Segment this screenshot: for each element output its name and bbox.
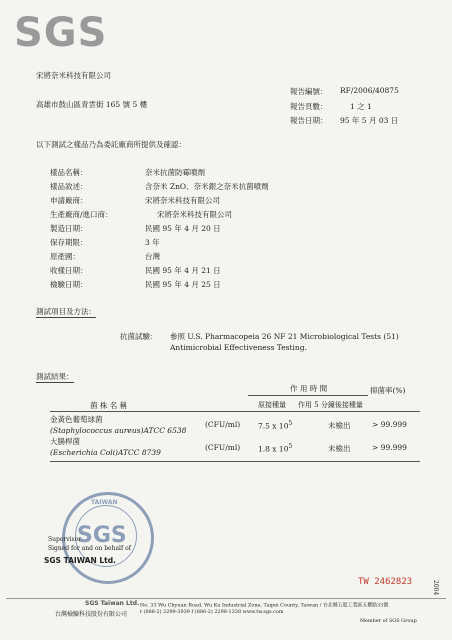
footer-divider <box>6 598 446 599</box>
results-label: 測試結果： <box>36 372 74 381</box>
header-rule <box>248 395 368 396</box>
serial-number: TW 2462823 <box>358 577 413 587</box>
sample-label-4: 製造日期： <box>50 224 88 233</box>
signature-company: SGS TAIWAN Ltd. <box>44 556 116 565</box>
strain-header: 菌 株 名 稱 <box>90 401 128 410</box>
sample-value-2: 宋將奈米科技有限公司 <box>145 196 220 205</box>
sgs-logo: SGS <box>14 10 108 56</box>
sample-value-3: 宋將奈米科技有限公司 <box>157 210 232 219</box>
sample-value-1: 含奈米 ZnO、奈米銀之奈米抗菌噴劑 <box>145 182 269 191</box>
intro-text: 以下測試之樣品乃為委託廠商所提供及確認： <box>36 140 186 149</box>
unit: (CFU/ml) <box>205 420 241 429</box>
sample-label-7: 收樣日期： <box>50 266 88 275</box>
signatory-title: Supervisor <box>48 536 82 543</box>
sample-value-0: 奈米抗菌防霉噴劑 <box>145 168 205 177</box>
col-original-header: 原接種量 <box>258 401 286 409</box>
report-no-label: 報告編號： <box>290 87 328 96</box>
pages-label: 報告頁數： <box>290 102 328 111</box>
company-address: 高雄市鼓山區青雲街 165 號 5 樓 <box>36 100 148 109</box>
unit: (CFU/ml) <box>205 443 241 452</box>
page-count: 1 之 1 <box>350 102 372 111</box>
report-no: RF/2006/40875 <box>340 86 399 95</box>
test-method-line1: 參照 U.S. Pharmacopeia 26 NF 21 Microbiological Tests (51) <box>170 332 399 341</box>
sample-label-6: 原產國： <box>50 252 80 261</box>
signed-on-behalf: Signed for and on behalf of <box>48 545 131 552</box>
table-bottom-rule <box>50 461 420 462</box>
original-count: 7.5 x $10^5$ <box>258 420 293 431</box>
reduction-rate: > 99.999 <box>372 443 407 452</box>
footer-address: No. 33 Wu Chyuan Road, Wu Ku Industrial Zone, Taipei County, Taiwan / 台北縣五股工業區五權路33號 <box>140 602 389 609</box>
date-label: 報告日期： <box>290 116 328 125</box>
report-date: 95 年 5 月 03 日 <box>340 116 399 125</box>
footer-contact: t (886-2) 2299-3939 f (886-2) 2298-1338 www.tw.sgs.com <box>140 609 284 615</box>
footer-company-zh: 台灣檢驗科技股份有限公司 <box>55 611 128 618</box>
strain-en: (Staphylococcus aureus)ATCC 6538 <box>50 426 187 435</box>
seal-ring-text: TAIWAN <box>91 499 118 506</box>
strain-en: (Escherichia Coli)ATCC 8739 <box>50 448 161 457</box>
sample-label-8: 檢驗日期： <box>50 280 88 289</box>
sample-value-6: 台灣 <box>145 252 160 261</box>
col-after-header: 作用 5 分鐘後接種量 <box>298 401 363 409</box>
sample-value-5: 3 年 <box>145 238 160 247</box>
sample-value-4: 民國 95 年 4 月 20 日 <box>145 224 221 233</box>
after-count: 未檢出 <box>328 421 351 430</box>
sample-value-8: 民國 95 年 4 月 25 日 <box>145 280 221 289</box>
sample-label-0: 樣品名稱： <box>50 168 88 177</box>
table-top-rule <box>50 411 420 412</box>
sample-label-3: 生產廠商/進口商： <box>50 210 113 219</box>
sample-label-1: 樣品敘述： <box>50 182 88 191</box>
footer-member: Member of SGS Group <box>360 618 417 624</box>
strain-zh: 大腸桿菌 <box>50 437 80 446</box>
test-method-name: 抗菌試驗： <box>120 332 158 341</box>
test-items-label: 測試項目及方法： <box>36 307 96 316</box>
sample-label-2: 申請廠商： <box>50 196 88 205</box>
reduction-rate: > 99.999 <box>372 420 407 429</box>
reduction-header: 抑菌率(%) <box>370 386 406 395</box>
original-count: 1.8 x $10^5$ <box>258 443 293 454</box>
strain-zh: 金黃色葡萄球菌 <box>50 415 103 424</box>
sample-value-7: 民國 95 年 4 月 21 日 <box>145 266 221 275</box>
sample-label-5: 保存期限： <box>50 238 88 247</box>
test-method-line2: Antimicrobial Effectiveness Testing. <box>170 343 307 352</box>
side-code: 2004 <box>432 580 439 596</box>
group-header: 作 用 時 間 <box>290 384 328 393</box>
footer-company: SGS Taiwan Ltd. <box>85 600 140 607</box>
company-name: 宋將奈米科技有限公司 <box>36 71 111 80</box>
seal-text: SGS <box>77 523 127 548</box>
after-count: 未檢出 <box>328 444 351 453</box>
